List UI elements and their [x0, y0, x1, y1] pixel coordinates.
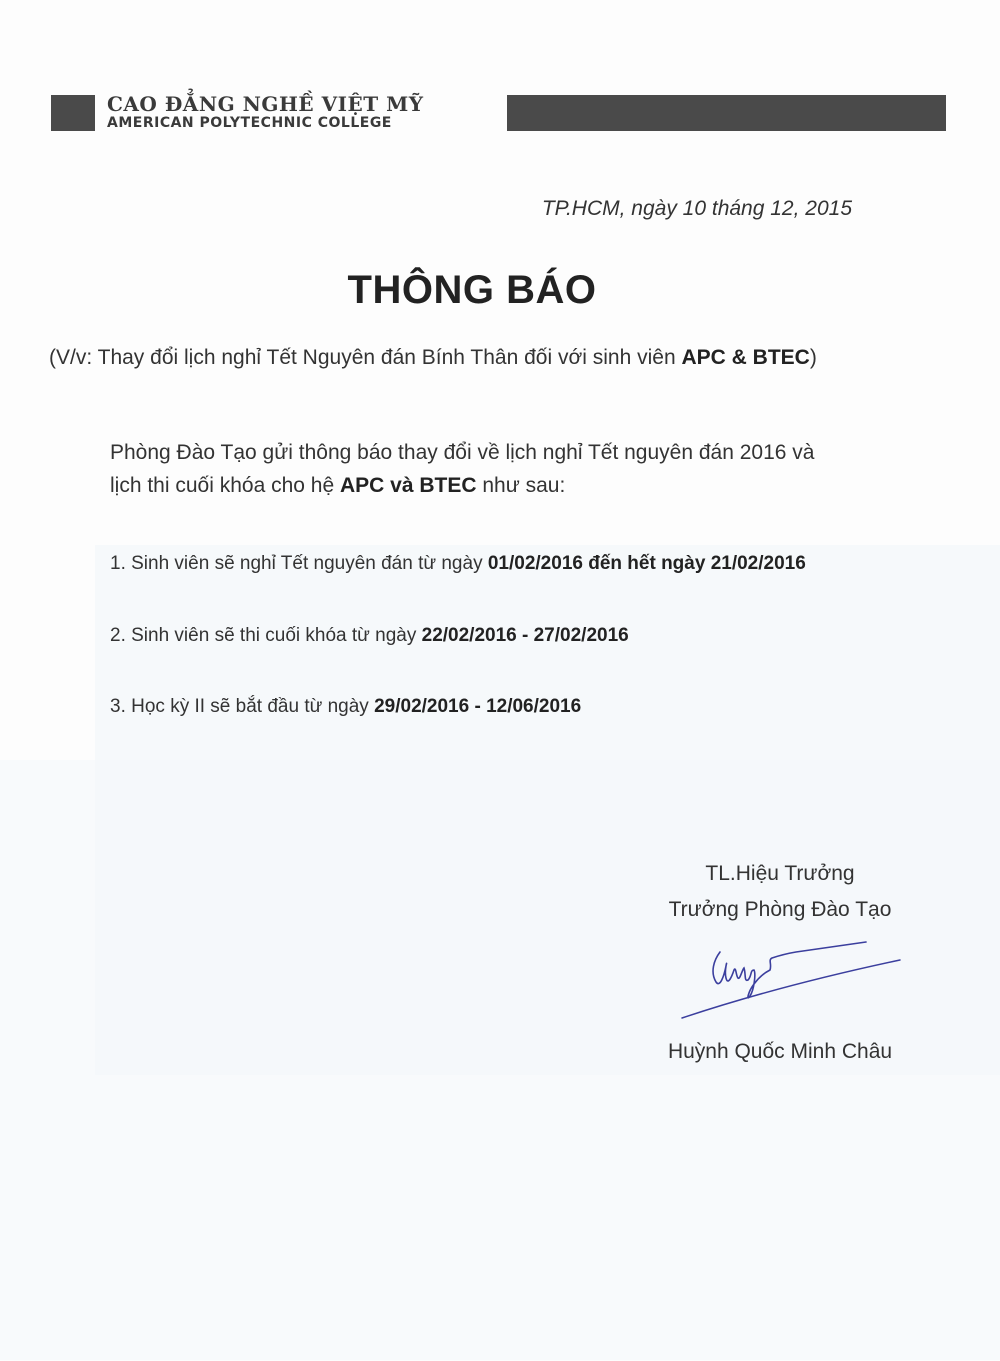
notice-item	[110, 625, 629, 647]
signer-role-department: Trưởng Phòng Đào Tạo	[668, 898, 892, 921]
notice-item-dates: 22/02/2016 - 27/02/2016	[421, 625, 629, 646]
intro-line-2-end: như sau:	[476, 474, 566, 497]
notice-item-text: 3. Học kỳ II sẽ bắt đầu từ ngày	[110, 696, 375, 717]
college-name-vietnamese: CAO ĐẲNG NGHỀ VIỆT MỸ	[107, 92, 424, 116]
notice-item	[110, 696, 581, 718]
subject-text: (V/v: Thay đổi lịch nghỉ Tết Nguyên đán Bính Thân đối với sinh viên	[49, 346, 682, 369]
document-date: TP.HCM, ngày 10 tháng 12, 2015	[541, 197, 852, 220]
notice-item-text: 1. Sinh viên sẽ nghỉ Tết nguyên đán từ ngày	[110, 553, 488, 574]
notice-item-dates: 29/02/2016 - 12/06/2016	[374, 696, 582, 717]
signer-name: Huỳnh Quốc Minh Châu	[667, 1040, 893, 1063]
subject-programs: APC & BTEC	[681, 346, 810, 369]
college-header	[51, 92, 946, 131]
notice-item-dates: 01/02/2016 đến hết ngày 21/02/2016	[487, 553, 806, 574]
notice-item-text: 2. Sinh viên sẽ thi cuối khóa từ ngày	[110, 625, 422, 646]
intro-line-2-text: lịch thi cuối khóa cho hệ	[110, 474, 340, 497]
intro-paragraph	[110, 436, 900, 502]
document-subject	[49, 346, 817, 370]
document-title: THÔNG BÁO	[347, 268, 597, 312]
signer-role-principal: TL.Hiệu Trưởng	[705, 862, 855, 885]
handwritten-signature	[676, 930, 906, 1025]
intro-line-1: Phòng Đào Tạo gửi thông báo thay đổi về lịch nghỉ Tết nguyên đán 2016 và	[110, 441, 815, 464]
notice-item	[110, 553, 806, 575]
intro-line-2	[110, 469, 900, 502]
header-bar-right	[507, 95, 946, 131]
intro-programs: APC và BTEC	[339, 474, 477, 497]
college-name-english: AMERICAN POLYTECHNIC COLLEGE	[107, 115, 392, 131]
subject-close: )	[809, 346, 817, 369]
header-bar-left	[51, 95, 95, 131]
